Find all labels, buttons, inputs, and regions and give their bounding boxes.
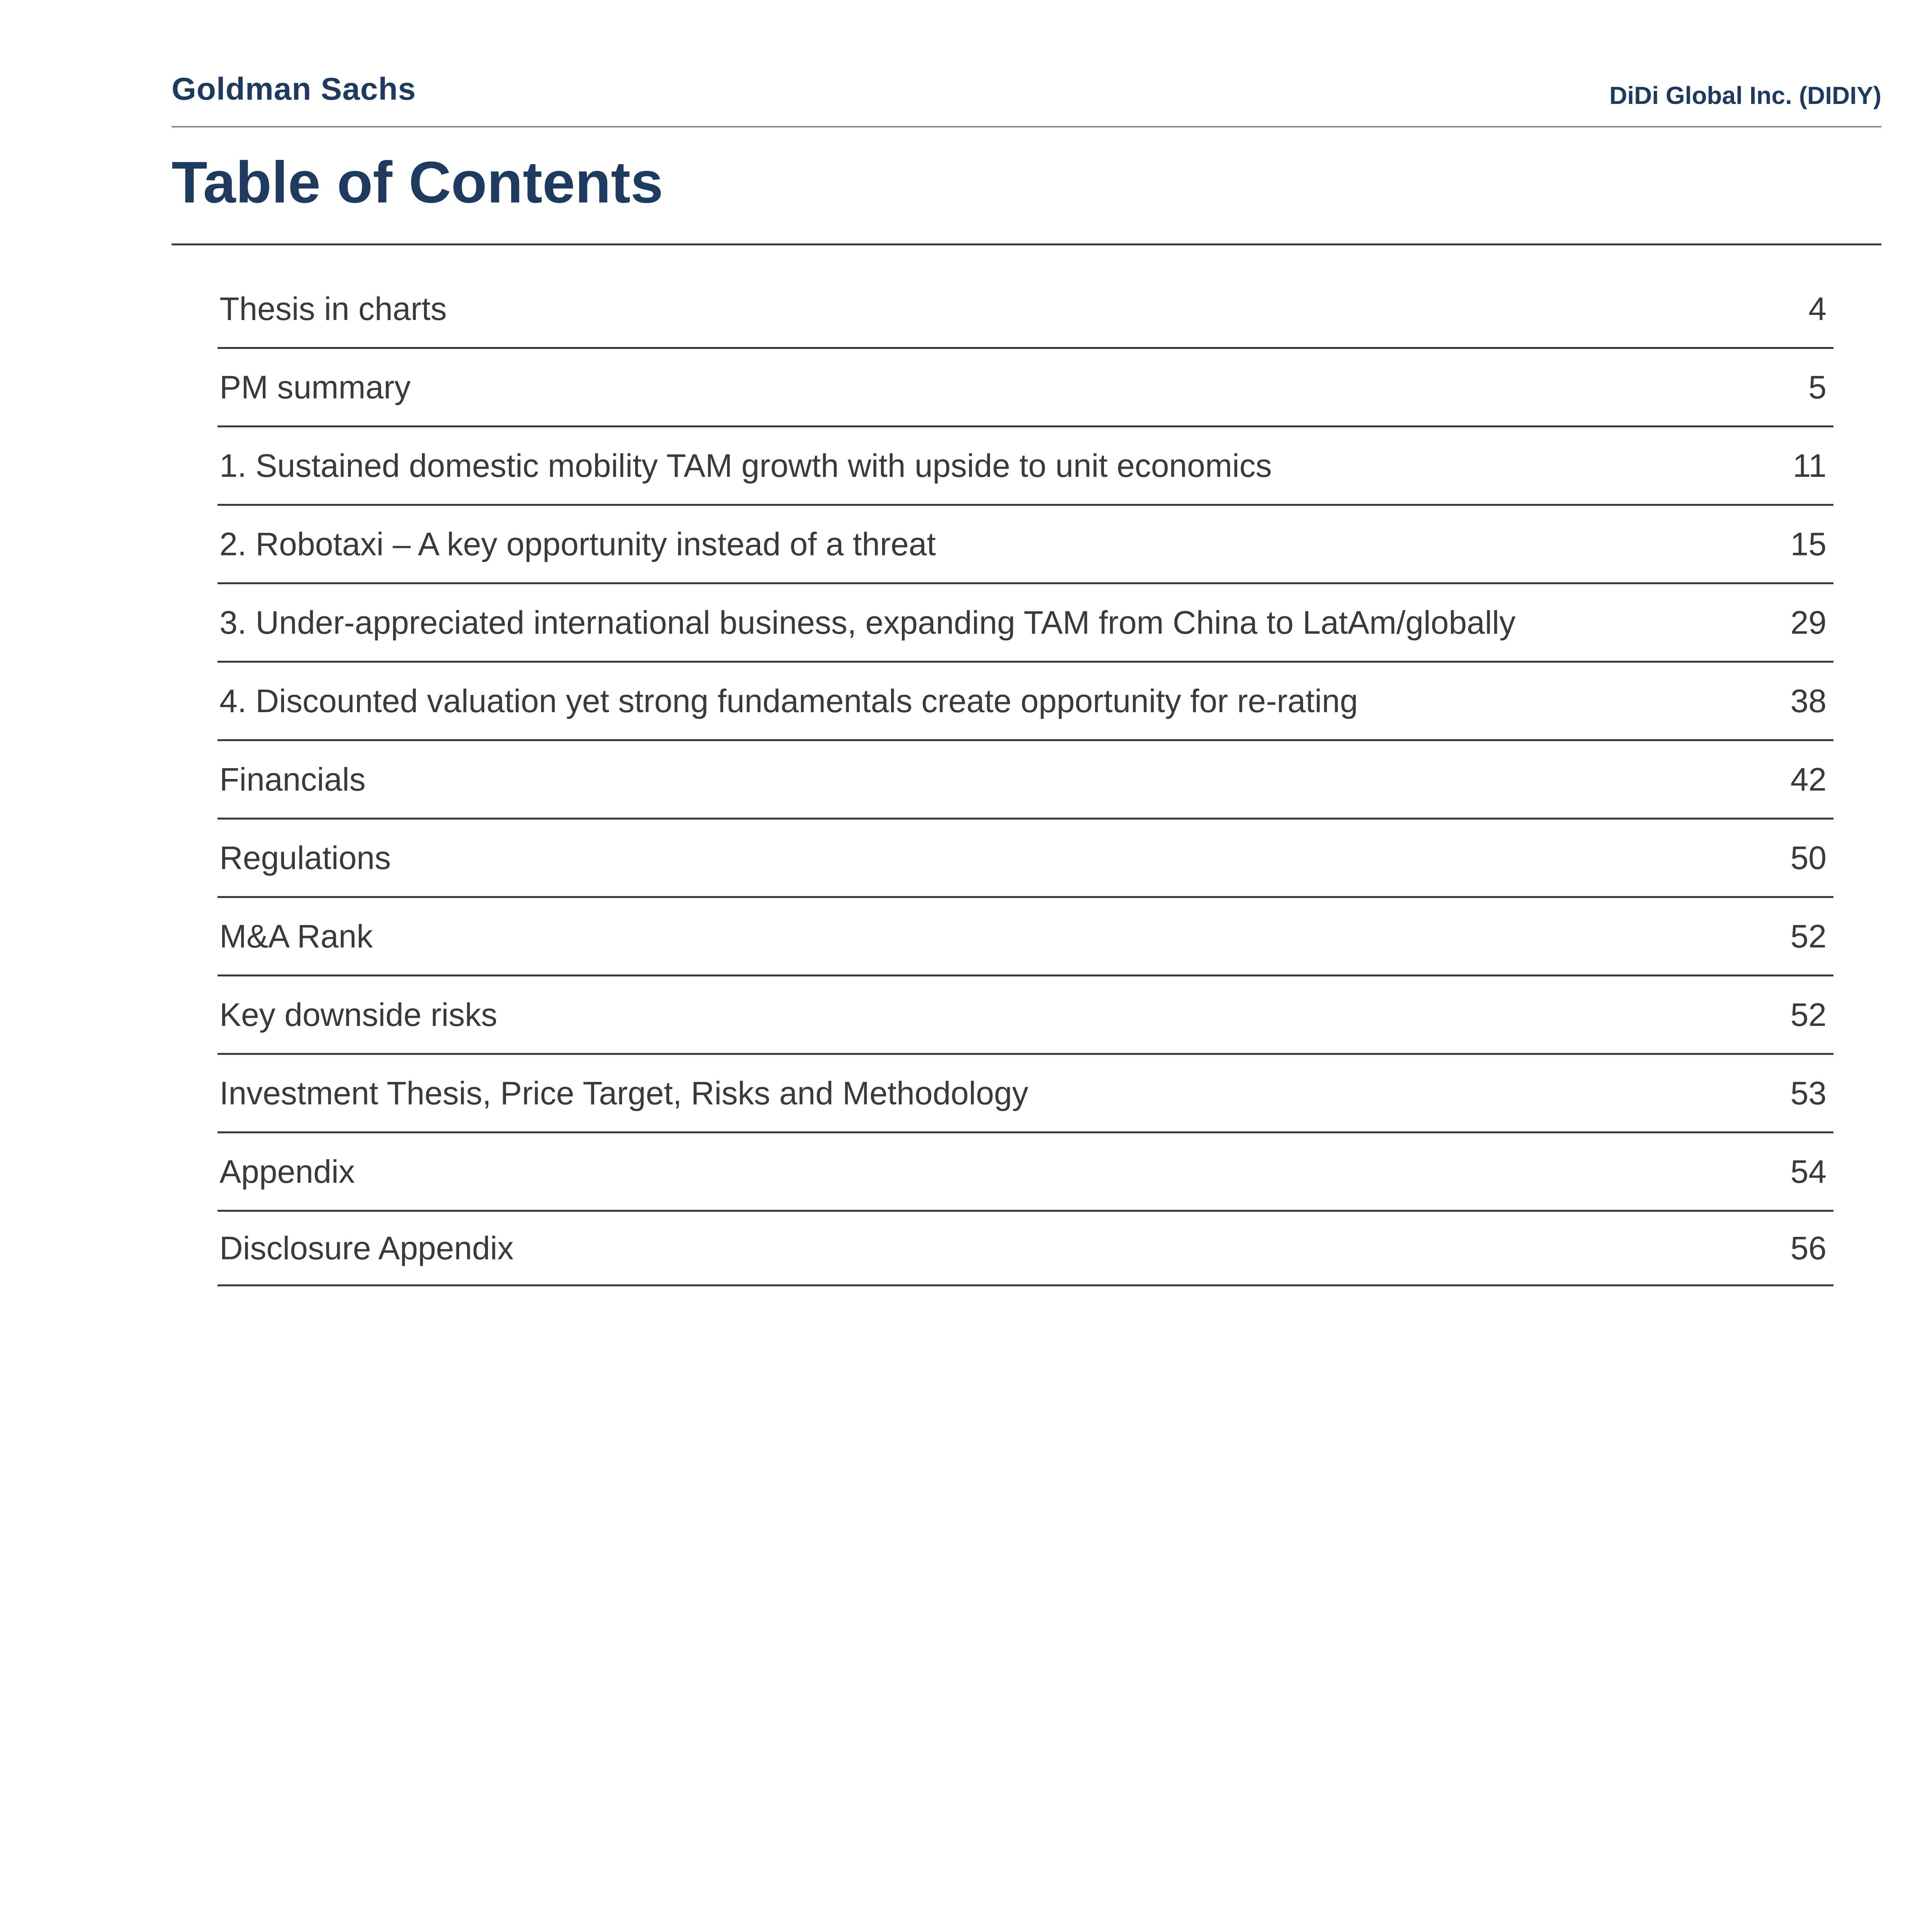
toc-entry-page: 15	[1790, 526, 1827, 562]
toc-entry[interactable]	[218, 349, 1833, 427]
toc-entry[interactable]	[218, 663, 1833, 741]
toc-entry-page: 53	[1790, 1075, 1827, 1111]
toc-entry-label: 3. Under-appreciated international business, expanding TAM from China to LatAm/globally	[219, 604, 1516, 641]
toc-entry-label: Disclosure Appendix	[219, 1230, 514, 1266]
toc-entry-page: 52	[1790, 918, 1827, 954]
toc-entry-page: 56	[1790, 1230, 1827, 1266]
toc-entry-label: Regulations	[219, 839, 391, 876]
toc-entry-page: 54	[1790, 1153, 1827, 1190]
toc-entry[interactable]	[218, 741, 1833, 820]
toc-entry-label: 4. Discounted valuation yet strong fundamentals create opportunity for re-rating	[219, 682, 1358, 719]
toc-entry[interactable]	[218, 584, 1833, 663]
toc-entry[interactable]	[218, 270, 1833, 349]
toc-entry-label: Thesis in charts	[219, 290, 447, 327]
toc-entry[interactable]	[218, 898, 1833, 976]
toc-entry-page: 42	[1790, 761, 1827, 798]
toc-entry-page: 50	[1790, 839, 1827, 876]
toc-entry-label: 2. Robotaxi – A key opportunity instead of a threat	[219, 526, 936, 562]
page-header	[172, 66, 1881, 128]
toc-entry-page: 4	[1808, 290, 1827, 327]
toc-entry-page: 5	[1808, 369, 1827, 405]
toc-entry-page: 38	[1790, 682, 1827, 719]
toc-entry[interactable]	[218, 506, 1833, 584]
toc-entry-page: 11	[1793, 447, 1827, 484]
toc-entry-label: 1. Sustained domestic mobility TAM growth with upside to unit economics	[219, 447, 1272, 484]
toc-entry-page: 29	[1790, 604, 1827, 641]
table-of-contents	[218, 270, 1833, 1286]
page-title: Table of Contents	[172, 149, 1881, 245]
company-name: DiDi Global Inc. (DIDIY)	[1609, 82, 1881, 109]
brand-logo-text: Goldman Sachs	[172, 71, 416, 107]
toc-entry[interactable]	[218, 820, 1833, 898]
toc-entry[interactable]	[218, 1133, 1833, 1212]
toc-entry-label: M&A Rank	[219, 918, 373, 954]
toc-entry-label: Key downside risks	[219, 996, 497, 1033]
toc-entry-label: PM summary	[219, 369, 411, 405]
toc-entry-label: Investment Thesis, Price Target, Risks and Methodology	[219, 1075, 1029, 1111]
toc-entry-label: Appendix	[219, 1153, 355, 1190]
toc-entry[interactable]	[218, 976, 1833, 1055]
toc-entry[interactable]	[218, 427, 1833, 506]
toc-entry-label: Financials	[219, 761, 366, 798]
toc-entry[interactable]	[218, 1212, 1833, 1286]
toc-entry-page: 52	[1790, 996, 1827, 1033]
toc-entry[interactable]	[218, 1055, 1833, 1133]
